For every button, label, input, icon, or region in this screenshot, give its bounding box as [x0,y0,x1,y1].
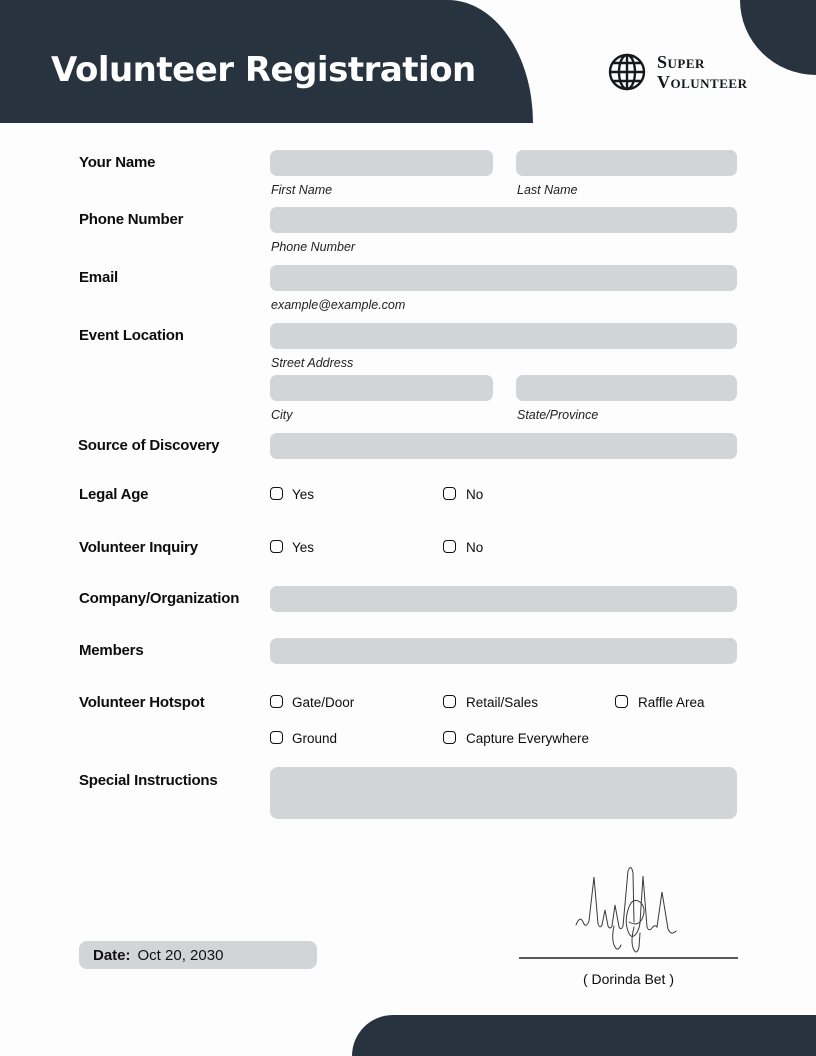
last-name-hint: Last Name [517,183,578,197]
phone-input[interactable] [270,207,737,233]
legal-age-yes-label: Yes [292,487,315,502]
city-hint: City [271,408,293,422]
company-organization-label: Company/Organization [79,590,240,607]
logo-wordmark [657,52,747,92]
hotspot-capture-everywhere-label: Capture Everywhere [466,731,590,746]
hotspot-raffle-area-label: Raffle Area [638,695,705,710]
volunteer-inquiry-no-checkbox[interactable] [443,540,456,553]
street-address-hint: Street Address [271,356,354,370]
legal-age-yes-checkbox[interactable] [270,487,283,500]
last-name-input[interactable] [516,150,737,176]
email-label: Email [79,269,119,286]
logo-line1: Super [657,52,705,72]
footer-background-shape [352,1015,816,1056]
page-title: Volunteer Registration [51,50,476,90]
hotspot-retail-sales-checkbox[interactable] [443,695,456,708]
members-label: Members [79,642,144,659]
email-hint: example@example.com [271,298,406,312]
volunteer-inquiry-label: Volunteer Inquiry [79,539,198,556]
hotspot-retail-sales-label: Retail/Sales [466,695,539,710]
company-organization-input[interactable] [270,586,737,612]
legal-age-label: Legal Age [79,486,149,503]
legal-age-no-checkbox[interactable] [443,487,456,500]
street-address-input[interactable] [270,323,737,349]
state-province-input[interactable] [516,375,737,401]
volunteer-inquiry-no-label: No [466,540,484,555]
first-name-hint: First Name [271,183,333,197]
volunteer-inquiry-yes-label: Yes [292,540,315,555]
special-instructions-label: Special Instructions [79,772,218,789]
city-input[interactable] [270,375,493,401]
hotspot-gate-door-label: Gate/Door [292,695,355,710]
legal-age-no-label: No [466,487,484,502]
members-input[interactable] [270,638,737,664]
your-name-label: Your Name [79,154,156,171]
logo-line2: Volunteer [657,72,748,92]
first-name-input[interactable] [270,150,493,176]
hotspot-gate-door-checkbox[interactable] [270,695,283,708]
event-location-label: Event Location [79,327,184,344]
special-instructions-textarea[interactable] [270,767,737,819]
signature-name: ( Dorinda Bet ) [582,971,675,987]
source-of-discovery-label: Source of Discovery [78,437,220,454]
email-input[interactable] [270,265,737,291]
date-label: Date: [93,946,131,964]
state-province-hint: State/Province [517,408,599,422]
logo [606,51,747,93]
globe-icon [606,51,648,93]
signature-scribble [572,863,690,955]
volunteer-hotspot-label: Volunteer Hotspot [79,694,205,711]
source-of-discovery-input[interactable] [270,433,737,459]
date-field[interactable] [79,941,317,969]
top-right-corner-shape [740,0,816,75]
hotspot-ground-checkbox[interactable] [270,731,283,744]
hotspot-ground-label: Ground [292,731,338,746]
date-value: Oct 20, 2030 [137,946,224,964]
phone-label: Phone Number [79,211,184,228]
hotspot-capture-everywhere-checkbox[interactable] [443,731,456,744]
hotspot-raffle-area-checkbox[interactable] [615,695,628,708]
volunteer-inquiry-yes-checkbox[interactable] [270,540,283,553]
phone-hint: Phone Number [271,240,356,254]
signature-line [519,957,738,959]
